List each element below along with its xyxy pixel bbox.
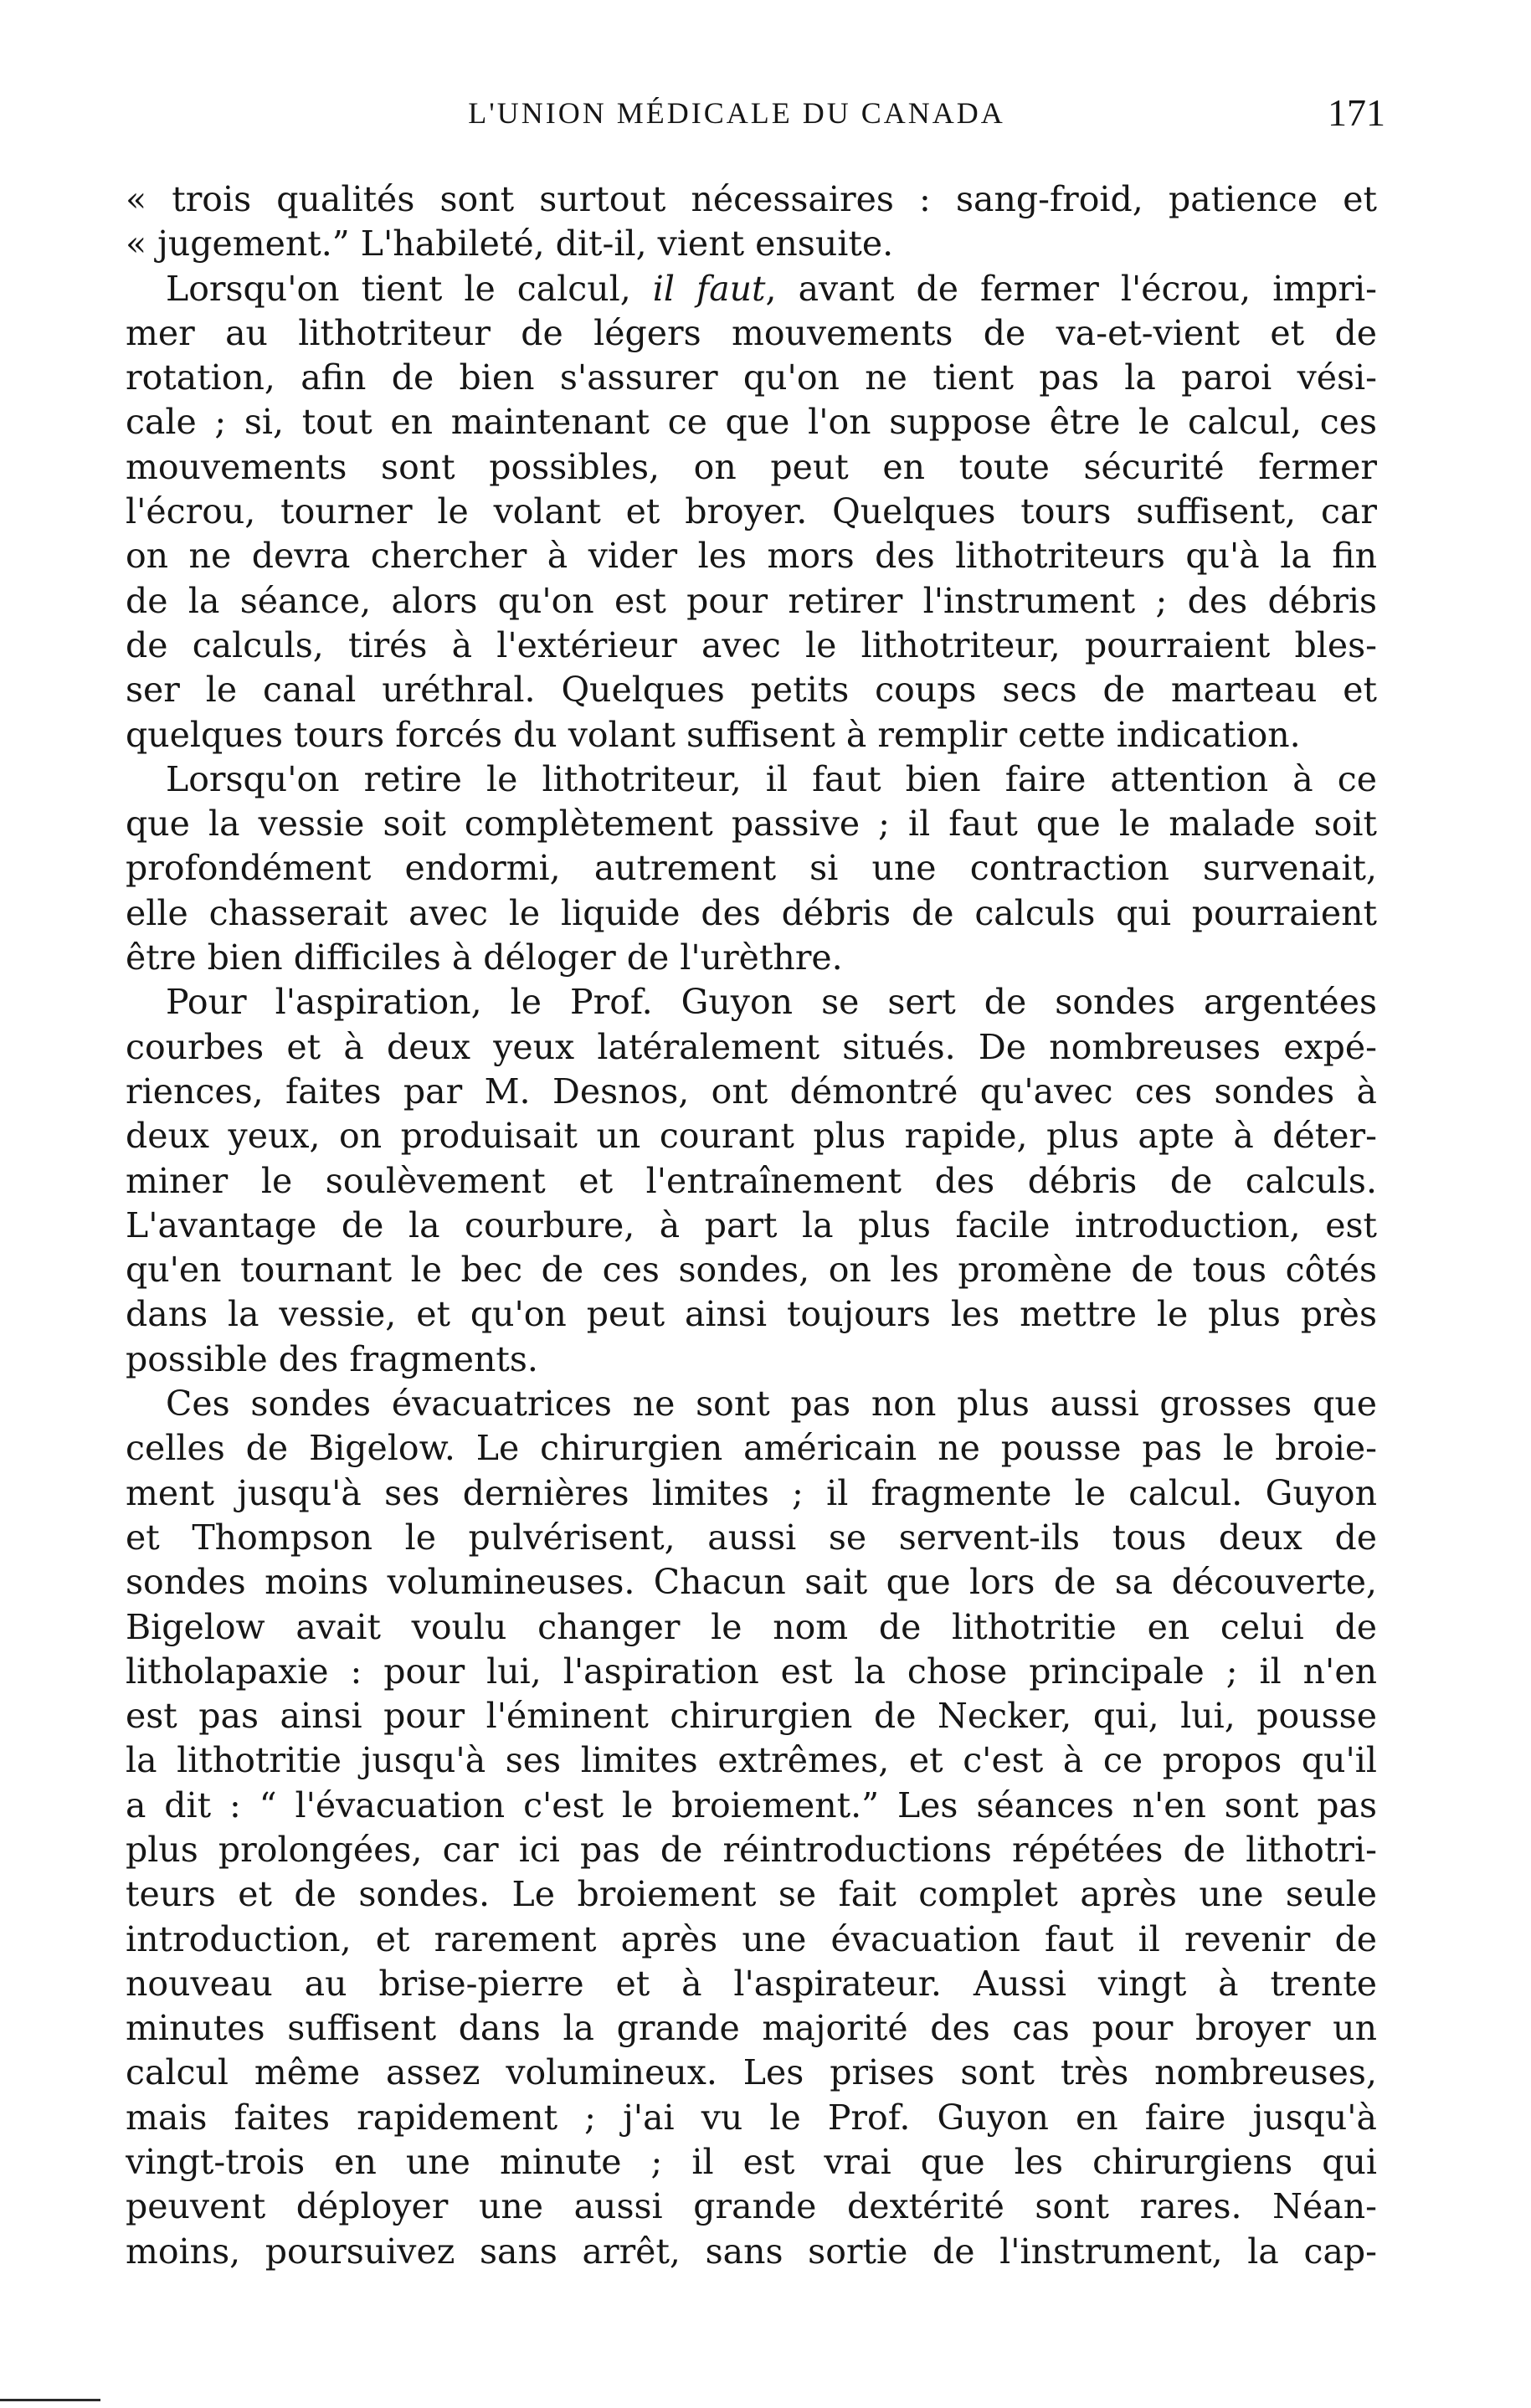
text-line: litholapaxie : pour lui, l'aspiration est la chose principale ; il n'en [126, 1651, 1377, 1692]
text-line: « trois qualités sont surtout nécessaires : sang-froid, patience et [126, 179, 1377, 219]
text-line: moins, poursuivez sans arrêt, sans sortie de l'instrument, la cap- [126, 2231, 1377, 2272]
text-line: ser le canal uréthral. Quelques petits coups secs de marteau et [126, 670, 1377, 711]
text-line: calcul même assez volumineux. Les prises sont très nombreuses, [126, 2052, 1377, 2093]
text-line: deux yeux, on produisait un courant plus rapide, plus apte à déter- [126, 1116, 1377, 1157]
text-line: quelques tours forcés du volant suffisent à remplir cette indication. [126, 714, 1301, 755]
text-line: « jugement.” L'habileté, dit-il, vient ensuite. [126, 223, 894, 264]
text-line: mer au lithotriteur de légers mouvements de va-et-vient et de [126, 312, 1377, 353]
text-line: Pour l'aspiration, le Prof. Guyon se sert de sondes argentées [166, 982, 1377, 1023]
text-line: peuvent déployer une aussi grande dextérité sont rares. Néan- [126, 2186, 1377, 2227]
text-line: sondes moins volumineuses. Chacun sait que lors de sa découverte, [126, 1562, 1377, 1603]
text-line [126, 267, 1377, 311]
text-line: est pas ainsi pour l'éminent chirurgien de Necker, qui, lui, pousse [126, 1696, 1377, 1737]
text-line: celles de Bigelow. Le chirurgien américain ne pousse pas le broie- [126, 1428, 1377, 1469]
text-line: que la vessie soit complètement passive ; il faut que le malade soit [126, 804, 1377, 845]
body-text [126, 177, 1377, 2274]
text-line: mouvements sont possibles, on peut en toute sécurité fermer [126, 446, 1377, 487]
text-line: profondément endormi, autrement si une contraction survenait, [126, 848, 1377, 889]
text-line: Ces sondes évacuatrices ne sont pas non plus aussi grosses que [166, 1384, 1377, 1425]
text-line: qu'en tournant le bec de ces sondes, on les promène de tous côtés [126, 1250, 1377, 1291]
running-header [0, 84, 1531, 142]
text-line: riences, faites par M. Desnos, ont démontré qu'avec ces sondes à [126, 1071, 1377, 1112]
text-line: de la séance, alors qu'on est pour retirer l'instrument ; des débris [126, 580, 1377, 621]
text-line: vingt-trois en une minute ; il est vrai que les chirurgiens qui [126, 2142, 1377, 2183]
text-line: nouveau au brise-pierre et à l'aspirateur. Aussi vingt à trente [126, 1963, 1377, 2004]
text-segment: , avant de fermer l'écrou, impri- [765, 268, 1377, 309]
text-line: dans la vessie, et qu'on peut ainsi toujours les mettre le plus près [126, 1294, 1377, 1335]
text-line: Lorsqu'on retire le lithotriteur, il faut bien faire attention à ce [166, 758, 1377, 799]
text-line: minutes suffisent dans la grande majorité des cas pour broyer un [126, 2008, 1377, 2049]
text-line: cale ; si, tout en maintenant ce que l'on suppose être le calcul, ces [126, 402, 1377, 443]
text-line: l'écrou, tourner le volant et broyer. Quelques tours suffisent, car [126, 491, 1377, 532]
text-line: elle chasserait avec le liquide des débris de calculs qui pourraient [126, 892, 1377, 933]
text-line: de calculs, tirés à l'extérieur avec le lithotriteur, pourraient bles- [126, 624, 1377, 665]
text-line: rotation, afin de bien s'assurer qu'on ne tient pas la paroi vési- [126, 357, 1377, 398]
text-line: mais faites rapidement ; j'ai vu le Prof. Guyon en faire jusqu'à [126, 2097, 1377, 2138]
text-line: être bien difficiles à déloger de l'urèthre. [126, 937, 843, 978]
text-line: plus prolongées, car ici pas de réintroductions répétées de lithotri- [126, 1829, 1377, 1870]
text-line: L'avantage de la courbure, à part la plus facile introduction, est [126, 1204, 1377, 1245]
text-segment: Lorsqu'on tient le calcul, [166, 268, 653, 309]
text-line: courbes et à deux yeux latéralement situés. De nombreuses expé- [126, 1026, 1377, 1067]
journal-title: L'UNION MÉDICALE DU CANADA [468, 96, 1005, 130]
text-line: la lithotritie jusqu'à ses limites extrêmes, et c'est à ce propos qu'il [126, 1740, 1377, 1781]
page-number: 171 [1328, 91, 1385, 134]
text-line: a dit : “ l'évacuation c'est le broiement.” Les séances n'en sont pas [126, 1784, 1377, 1825]
text-line: ment jusqu'à ses dernières limites ; il fragmente le calcul. Guyon [126, 1472, 1377, 1513]
text-line: et Thompson le pulvérisent, aussi se servent-ils tous deux de [126, 1517, 1377, 1558]
text-line: teurs et de sondes. Le broiement se fait complet après une seule [126, 1874, 1377, 1915]
scan-edge-mark [0, 2399, 100, 2401]
italic-phrase: il faut [652, 268, 766, 309]
text-line: possible des fragments. [126, 1338, 538, 1379]
text-line: miner le soulèvement et l'entraînement des débris de calculs. [126, 1160, 1377, 1201]
text-line: Bigelow avait voulu changer le nom de lithotritie en celui de [126, 1606, 1377, 1647]
text-line: on ne devra chercher à vider les mors des lithotriteurs qu'à la fin [126, 536, 1377, 577]
text-line: introduction, et rarement après une évacuation faut il revenir de [126, 1918, 1377, 1959]
